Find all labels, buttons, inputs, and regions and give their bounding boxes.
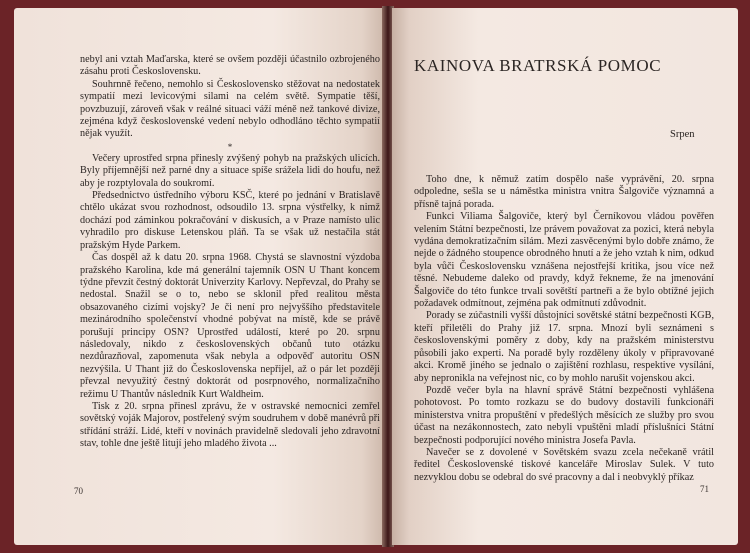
paragraph: Toho dne, k němuž zatím dospělo naše vyprávění, 20. srpna odpoledne, sešla se u náměstka ministra vnitra Šalgoviče významná a přísně tajná porada.: [414, 174, 714, 210]
left-page: [14, 8, 384, 545]
page-number: 71: [700, 484, 709, 494]
paragraph: Porady se zúčastnili vyšší důstojníci sovětské státní bezpečnosti KGB, kteří přiletěli do Prahy již 17. srpna. Mnozí byli seznámeni s československými poměry z doby, kdy na pražském ministerstvu působili jako experti. Na poradě byly rozděleny úkoly v připravované akci. Kromě jiného se jednalo o zajištění rozhlasu, respektive vysílání, aby nepronikla na veřejnost nic, co by mohlo narušit vojenskou akci.: [414, 310, 714, 384]
paragraph: nebyl ani vztah Maďarska, které se ovšem později účastnilo ozbrojeného zásahu proti Československu.: [80, 54, 380, 78]
chapter-title: KAINOVA BRATRSKÁ POMOC: [414, 56, 662, 75]
section-label: Srpen: [670, 129, 695, 140]
section-separator: *: [227, 141, 233, 152]
paragraph: Tisk z 20. srpna přinesl zprávu, že v ostravské nemocnici zemřel sovětský voják Majorov, postřelený svým soudruhem v době manévrů při střídání stráží. Lidé, kteří v novinách pravidelně sledovali jeho zdravotní stav, tohle dne ještě litují jeho mladého života ...: [80, 400, 380, 450]
paragraph: Souhrnně řečeno, nemohlo si Československo stěžovat na nedostatek sympatií mezi levicovými silami na celém světě. Sympatie těší, povzbuzují, zároveň však v reálné situaci váží méně než tankové divize, zejména když československé vedení nebylo odhodláno těchto sympatií nějak využít.: [80, 78, 380, 140]
page-number: 70: [74, 486, 83, 496]
left-page-text: [80, 54, 380, 451]
paragraph: Čas dospěl až k datu 20. srpna 1968. Chystá se slavnostní výzdoba pražského Karolina, kde má generální tajemník OSN U Thant koncem týdne převzít čestný doktorát Univerzity Karlovy. Nepřevzal, do Prahy se nedostal. Snažil se o to, nebo se sklonil před realitou města obsazovaného cizími vojsky? Je či není pro nejvyššího představitele mezinárodního společenství vhodné pobývat na místě, kde se právě porušují principy OSN? Uprostřed událostí, které po 20. srpnu následovaly, nikdo z československých občanů tuto otázku nezdůrazňoval, zapomenuta však nebyla a odpověď autoritu OSN nezvýšila. U Thant již do Československa nepřijel, až o pár let později převzal nevyužitý čestný doktorát od posrpnového, normalizačního režimu U Thantův následník Kurt Waldheim.: [80, 252, 380, 400]
right-page-text: [414, 174, 714, 484]
right-page: [392, 8, 738, 545]
paragraph: Pozdě večer byla na hlavní správě Státní bezpečnosti vyhlášena pohotovost. Po tomto rozkazu se do budovy dostavili funkcionáři ministerstva vnitra propuštění v předešlých měsících ze služby pro svou účast na nezákonnostech, zato nebyli vpuštěni mladí příslušníci Státní bezpečnosti podporující nového ministra Josefa Pavla.: [414, 384, 714, 446]
paragraph: Předsednictvo ústředního výboru KSČ, které po jednání v Bratislavě chtělo ukázat svou rozhodnost, odsoudilo 13. srpna výstřelky, k nimž dochází pod záminkou pokračování v diskusích, a v Praze namísto ulic vyhradilo pro diskuse Letenskou pláň. Ta se však už nestačila stát pražským Hyde Parkem.: [80, 190, 380, 251]
paragraph: Večery uprostřed srpna přinesly zvýšený pohyb na pražských ulicích. Byly příjemnější než parné dny a situace spíše srážela lidi do houfu, než aby je rozptylovala do soukromí.: [80, 152, 380, 189]
paragraph: Navečer se z dovolené v Sovětském svazu zcela nečekaně vrátil ředitel Československé tiskové kanceláře Miroslav Sulek. V tuto nezvyklou dobu se odebral do své pracovny a dal i neobvyklý příkaz: [414, 446, 714, 483]
paragraph: Funkci Viliama Šalgoviče, který byl Černíkovou vládou pověřen velením Státní bezpečnosti, lze právem považovat za pozici, která nebyla vydána demokratizačním silám. Mezi zasvěcenými bylo dobře známo, že nejde o žádného stoupence obrodného hnutí a že jeho vztah k nim, odkud byla vůči Československu vznášena nejostřejší kritika, jsou více než těsné. Nebudeme daleko od pravdy, když řekneme, že na jmenování Šalgoviče do této funkce trvali sovětští partneři a že bylo obtížné jejich požadavek odmítnout, zejména pak odmítnutí zdůvodnit.: [414, 211, 714, 310]
